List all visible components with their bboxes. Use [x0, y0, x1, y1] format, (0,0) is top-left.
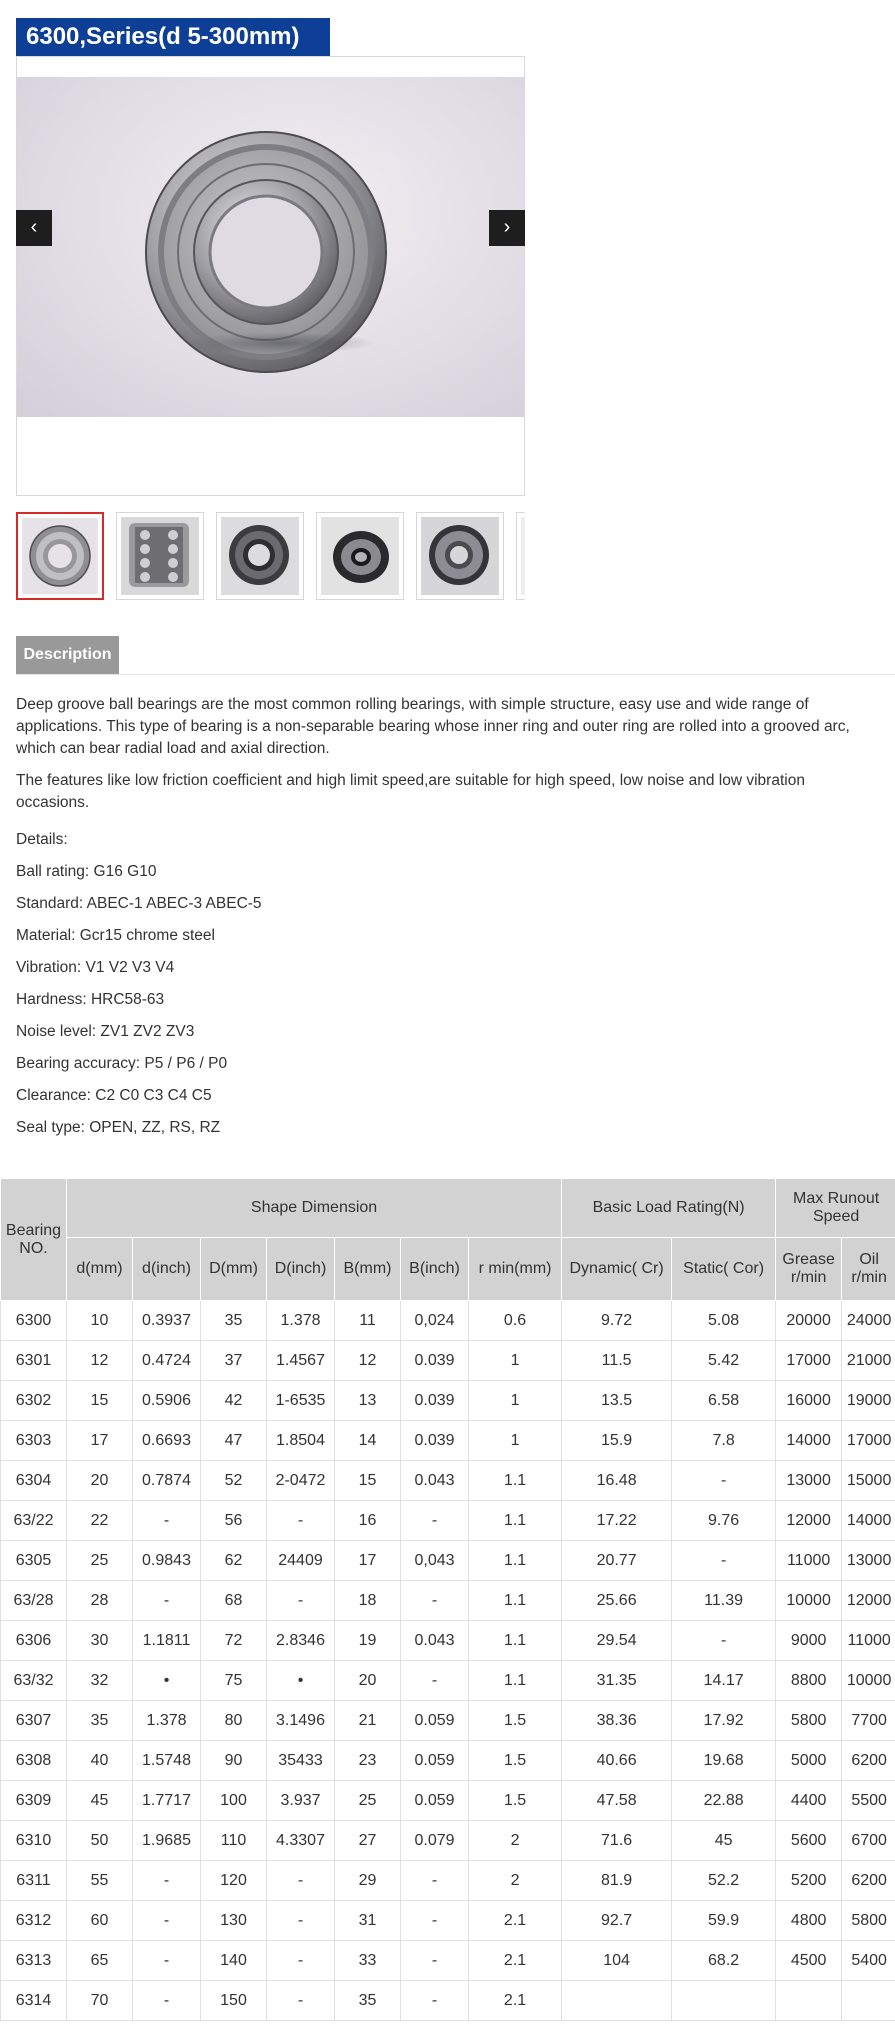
table-cell: 5800 — [776, 1701, 842, 1741]
table-cell: 11000 — [842, 1621, 895, 1661]
table-cell: 92.7 — [562, 1901, 672, 1941]
table-cell: 0.039 — [401, 1381, 469, 1421]
table-cell: - — [401, 1981, 469, 2021]
table-row — [1, 1861, 895, 1901]
table-cell: 13000 — [842, 1541, 895, 1581]
table-cell: 19 — [335, 1621, 401, 1661]
table-cell: - — [267, 1501, 335, 1541]
table-cell — [562, 1981, 672, 2021]
column-header: Dynamic( Cr) — [562, 1238, 672, 1301]
table-row — [1, 1621, 895, 1661]
table-cell: 10000 — [842, 1661, 895, 1701]
table-row — [1, 1741, 895, 1781]
table-cell: 13000 — [776, 1461, 842, 1501]
header-max-runout-speed: Max Runout Speed — [776, 1179, 895, 1238]
table-cell: - — [133, 1901, 201, 1941]
table-cell: 14000 — [842, 1501, 895, 1541]
column-header: Oil r/min — [842, 1238, 895, 1301]
table-cell: 0.6 — [469, 1301, 562, 1341]
table-cell: 6302 — [1, 1381, 67, 1421]
table-cell: - — [133, 1981, 201, 2021]
table-cell: - — [133, 1501, 201, 1541]
column-header: D(inch) — [267, 1238, 335, 1301]
column-header: r min(mm) — [469, 1238, 562, 1301]
table-cell: 1-6535 — [267, 1381, 335, 1421]
table-cell: 25 — [335, 1781, 401, 1821]
table-cell: 0.4724 — [133, 1341, 201, 1381]
thumbnail-6[interactable] — [516, 512, 525, 600]
table-cell: 68 — [201, 1581, 267, 1621]
table-cell: 5.42 — [672, 1341, 776, 1381]
table-cell: 63/32 — [1, 1661, 67, 1701]
table-row — [1, 1501, 895, 1541]
table-cell: - — [401, 1861, 469, 1901]
table-cell: 104 — [562, 1941, 672, 1981]
table-cell: 6311 — [1, 1861, 67, 1901]
table-cell: 2.1 — [469, 1901, 562, 1941]
column-header: B(mm) — [335, 1238, 401, 1301]
table-cell: 1.1811 — [133, 1621, 201, 1661]
table-cell: 6313 — [1, 1941, 67, 1981]
table-row — [1, 1701, 895, 1741]
table-cell: 1.378 — [267, 1301, 335, 1341]
bearing-illustration — [17, 77, 524, 417]
tab-divider — [16, 674, 895, 675]
table-cell: 17 — [335, 1541, 401, 1581]
description-intro: Deep groove ball bearings are the most common rolling bearings, with simple structure, easy use and wide range of applications. This type of bearing is a non-separable bearing whose inner ring and outer ring are rolled into a grooved arc, which can bear radial load and axial direction. — [16, 696, 850, 757]
table-cell: 5500 — [842, 1781, 895, 1821]
table-cell: 20 — [67, 1461, 133, 1501]
table-cell: 6314 — [1, 1981, 67, 2021]
table-cell: 1.5748 — [133, 1741, 201, 1781]
table-cell: 11.39 — [672, 1581, 776, 1621]
table-cell: 5.08 — [672, 1301, 776, 1341]
thumbnail-strip — [16, 512, 525, 604]
table-cell: 4800 — [776, 1901, 842, 1941]
table-cell: 13.5 — [562, 1381, 672, 1421]
table-cell: 20 — [335, 1661, 401, 1701]
table-cell: 68.2 — [672, 1941, 776, 1981]
table-cell: 1.1 — [469, 1581, 562, 1621]
table-cell: • — [267, 1661, 335, 1701]
table-cell: 1.5 — [469, 1781, 562, 1821]
table-cell: 27 — [335, 1821, 401, 1861]
table-cell: 17.92 — [672, 1701, 776, 1741]
table-cell: 5200 — [776, 1861, 842, 1901]
table-cell: 15 — [335, 1461, 401, 1501]
gallery-next-button[interactable]: › — [489, 210, 525, 246]
table-cell: 2 — [469, 1821, 562, 1861]
thumbnail-1[interactable] — [16, 512, 104, 600]
table-cell: 11.5 — [562, 1341, 672, 1381]
table-cell: 1.8504 — [267, 1421, 335, 1461]
table-cell: - — [267, 1981, 335, 2021]
table-cell: 29 — [335, 1861, 401, 1901]
table-row — [1, 1301, 895, 1341]
table-cell: 21 — [335, 1701, 401, 1741]
table-row — [1, 1661, 895, 1701]
table-row — [1, 1941, 895, 1981]
table-cell: 3.1496 — [267, 1701, 335, 1741]
main-product-image — [17, 77, 524, 417]
table-cell: 10 — [67, 1301, 133, 1341]
table-cell: 37 — [201, 1341, 267, 1381]
table-cell: 35 — [335, 1981, 401, 2021]
table-cell: 12000 — [776, 1501, 842, 1541]
table-cell: - — [133, 1941, 201, 1981]
detail-ball-rating: Ball rating: G16 G10 — [16, 863, 157, 880]
table-cell: - — [401, 1581, 469, 1621]
table-cell: 90 — [201, 1741, 267, 1781]
table-cell: 50 — [67, 1821, 133, 1861]
table-cell: 28 — [67, 1581, 133, 1621]
table-cell: 9.72 — [562, 1301, 672, 1341]
table-cell: 0.059 — [401, 1701, 469, 1741]
table-cell: 30 — [67, 1621, 133, 1661]
table-cell: - — [401, 1501, 469, 1541]
table-cell: 6307 — [1, 1701, 67, 1741]
table-cell: 15000 — [842, 1461, 895, 1501]
table-row — [1, 1341, 895, 1381]
table-cell: 33 — [335, 1941, 401, 1981]
table-cell: 9000 — [776, 1621, 842, 1661]
table-cell: 63/28 — [1, 1581, 67, 1621]
table-cell: 16 — [335, 1501, 401, 1541]
table-cell: 6305 — [1, 1541, 67, 1581]
column-header: d(mm) — [67, 1238, 133, 1301]
table-cell: 5000 — [776, 1741, 842, 1781]
table-cell: 24000 — [842, 1301, 895, 1341]
table-cell: 0.043 — [401, 1621, 469, 1661]
table-row — [1, 1541, 895, 1581]
table-cell: 110 — [201, 1821, 267, 1861]
table-cell: 2-0472 — [267, 1461, 335, 1501]
table-cell: 22 — [67, 1501, 133, 1541]
table-cell: 21000 — [842, 1341, 895, 1381]
table-cell: 20.77 — [562, 1541, 672, 1581]
table-cell — [776, 1981, 842, 2021]
table-cell: 45 — [672, 1821, 776, 1861]
column-header: d(inch) — [133, 1238, 201, 1301]
table-cell: 7700 — [842, 1701, 895, 1741]
column-header: B(inch) — [401, 1238, 469, 1301]
detail-seal-type: Seal type: OPEN, ZZ, RS, RZ — [16, 1119, 221, 1136]
table-cell: 15.9 — [562, 1421, 672, 1461]
table-cell: 1.1 — [469, 1501, 562, 1541]
table-cell: 0.079 — [401, 1821, 469, 1861]
table-cell: 14000 — [776, 1421, 842, 1461]
table-cell: 17000 — [776, 1341, 842, 1381]
table-cell: 2.1 — [469, 1981, 562, 2021]
table-cell: 0.059 — [401, 1781, 469, 1821]
table-cell: 52.2 — [672, 1861, 776, 1901]
table-cell: 59.9 — [672, 1901, 776, 1941]
details-heading: Details: — [16, 831, 68, 848]
table-cell: 6300 — [1, 1301, 67, 1341]
table-cell: 150 — [201, 1981, 267, 2021]
table-cell: 1 — [469, 1421, 562, 1461]
table-cell: 18 — [335, 1581, 401, 1621]
table-cell: 6200 — [842, 1861, 895, 1901]
table-cell: 80 — [201, 1701, 267, 1741]
thumbnail-3[interactable] — [216, 512, 304, 600]
table-cell: • — [133, 1661, 201, 1701]
table-cell: 17 — [67, 1421, 133, 1461]
table-cell: 6304 — [1, 1461, 67, 1501]
detail-bearing-accuracy: Bearing accuracy: P5 / P6 / P0 — [16, 1055, 228, 1072]
detail-standard: Standard: ABEC-1 ABEC-3 ABEC-5 — [16, 895, 262, 912]
thumbnail-2[interactable] — [116, 512, 204, 600]
spec-table-body — [1, 1301, 895, 2021]
table-cell: 19.68 — [672, 1741, 776, 1781]
table-cell: 56 — [201, 1501, 267, 1541]
table-row — [1, 1781, 895, 1821]
table-cell: - — [401, 1661, 469, 1701]
table-cell: 11 — [335, 1301, 401, 1341]
table-cell: - — [133, 1581, 201, 1621]
table-cell: 1.5 — [469, 1741, 562, 1781]
table-cell: 4500 — [776, 1941, 842, 1981]
table-cell: 0.6693 — [133, 1421, 201, 1461]
table-cell: 1.9685 — [133, 1821, 201, 1861]
table-cell — [842, 1981, 895, 2021]
table-cell: 32 — [67, 1661, 133, 1701]
table-cell: 6700 — [842, 1821, 895, 1861]
table-cell: 4.3307 — [267, 1821, 335, 1861]
table-cell: 47.58 — [562, 1781, 672, 1821]
table-cell: 7.8 — [672, 1421, 776, 1461]
table-cell: 11000 — [776, 1541, 842, 1581]
table-cell: - — [401, 1941, 469, 1981]
table-cell: 47 — [201, 1421, 267, 1461]
table-row — [1, 1821, 895, 1861]
table-row — [1, 1901, 895, 1941]
table-cell: 12 — [67, 1341, 133, 1381]
table-cell: 1 — [469, 1381, 562, 1421]
table-cell: 1.1 — [469, 1621, 562, 1661]
table-cell: 17.22 — [562, 1501, 672, 1541]
table-cell: 31.35 — [562, 1661, 672, 1701]
table-cell: 5600 — [776, 1821, 842, 1861]
table-cell: 35 — [67, 1701, 133, 1741]
table-cell: 60 — [67, 1901, 133, 1941]
table-cell: 63/22 — [1, 1501, 67, 1541]
column-header: Static( Cor) — [672, 1238, 776, 1301]
table-cell: 62 — [201, 1541, 267, 1581]
table-cell: 0.5906 — [133, 1381, 201, 1421]
table-cell: - — [267, 1861, 335, 1901]
detail-noise-level: Noise level: ZV1 ZV2 ZV3 — [16, 1023, 195, 1040]
table-cell: 6306 — [1, 1621, 67, 1661]
table-cell: 24409 — [267, 1541, 335, 1581]
table-cell: 6312 — [1, 1901, 67, 1941]
spec-table — [0, 1178, 895, 2021]
table-cell: 1.1 — [469, 1661, 562, 1701]
table-cell — [672, 1981, 776, 2021]
table-cell: 0.9843 — [133, 1541, 201, 1581]
table-cell: 20000 — [776, 1301, 842, 1341]
table-cell: 22.88 — [672, 1781, 776, 1821]
table-cell: 3.937 — [267, 1781, 335, 1821]
table-cell: 71.6 — [562, 1821, 672, 1861]
table-cell: 1.4567 — [267, 1341, 335, 1381]
table-cell: 25.66 — [562, 1581, 672, 1621]
table-cell: 25 — [67, 1541, 133, 1581]
table-cell: - — [672, 1461, 776, 1501]
table-cell: 65 — [67, 1941, 133, 1981]
table-cell: 72 — [201, 1621, 267, 1661]
table-cell: 140 — [201, 1941, 267, 1981]
table-cell: 13 — [335, 1381, 401, 1421]
table-cell: 0.039 — [401, 1421, 469, 1461]
table-cell: 100 — [201, 1781, 267, 1821]
table-cell: 17000 — [842, 1421, 895, 1461]
table-row — [1, 1421, 895, 1461]
table-cell: 52 — [201, 1461, 267, 1501]
table-cell: 12000 — [842, 1581, 895, 1621]
description-content — [16, 694, 866, 1144]
table-cell: 1.5 — [469, 1701, 562, 1741]
detail-clearance: Clearance: C2 C0 C3 C4 C5 — [16, 1087, 212, 1104]
table-cell: 6309 — [1, 1781, 67, 1821]
header-shape-dimension: Shape Dimension — [67, 1179, 562, 1238]
table-cell: 1.1 — [469, 1541, 562, 1581]
table-row — [1, 1981, 895, 2021]
detail-vibration: Vibration: V1 V2 V3 V4 — [16, 959, 175, 976]
column-header: D(mm) — [201, 1238, 267, 1301]
table-cell: 0.043 — [401, 1461, 469, 1501]
gallery-prev-button[interactable]: ‹ — [16, 210, 52, 246]
table-cell: 42 — [201, 1381, 267, 1421]
detail-hardness: Hardness: HRC58-63 — [16, 991, 165, 1008]
table-cell: 0.039 — [401, 1341, 469, 1381]
table-cell: - — [133, 1861, 201, 1901]
table-row — [1, 1461, 895, 1501]
table-cell: 40 — [67, 1741, 133, 1781]
table-cell: - — [672, 1621, 776, 1661]
table-cell: 45 — [67, 1781, 133, 1821]
table-cell: 81.9 — [562, 1861, 672, 1901]
table-cell: 19000 — [842, 1381, 895, 1421]
product-title: 6300,Series(d 5-300mm) — [16, 18, 330, 56]
table-cell: 31 — [335, 1901, 401, 1941]
table-row — [1, 1381, 895, 1421]
table-cell: 120 — [201, 1861, 267, 1901]
table-cell: 10000 — [776, 1581, 842, 1621]
table-cell: 38.36 — [562, 1701, 672, 1741]
table-cell: 130 — [201, 1901, 267, 1941]
table-cell: 0.059 — [401, 1741, 469, 1781]
table-cell: 40.66 — [562, 1741, 672, 1781]
column-header: Grease r/min — [776, 1238, 842, 1301]
table-cell: 6200 — [842, 1741, 895, 1781]
table-cell: 0,043 — [401, 1541, 469, 1581]
table-cell: 5800 — [842, 1901, 895, 1941]
table-cell: 9.76 — [672, 1501, 776, 1541]
table-cell: 6308 — [1, 1741, 67, 1781]
table-cell: 1.1 — [469, 1461, 562, 1501]
table-cell: 29.54 — [562, 1621, 672, 1661]
table-cell: 14 — [335, 1421, 401, 1461]
table-cell: 0,024 — [401, 1301, 469, 1341]
table-cell: - — [267, 1941, 335, 1981]
table-cell: 70 — [67, 1981, 133, 2021]
table-cell: 5400 — [842, 1941, 895, 1981]
table-cell: 0.3937 — [133, 1301, 201, 1341]
table-cell: 16.48 — [562, 1461, 672, 1501]
table-cell: 55 — [67, 1861, 133, 1901]
table-cell: 2 — [469, 1861, 562, 1901]
table-cell: 35433 — [267, 1741, 335, 1781]
table-cell: 12 — [335, 1341, 401, 1381]
table-cell: 8800 — [776, 1661, 842, 1701]
table-cell: 75 — [201, 1661, 267, 1701]
header-basic-load-rating: Basic Load Rating(N) — [562, 1179, 776, 1238]
table-cell: 2.1 — [469, 1941, 562, 1981]
table-cell: 16000 — [776, 1381, 842, 1421]
table-cell: 2.8346 — [267, 1621, 335, 1661]
table-cell: 6310 — [1, 1821, 67, 1861]
table-cell: 6.58 — [672, 1381, 776, 1421]
table-cell: - — [267, 1901, 335, 1941]
table-cell: - — [267, 1581, 335, 1621]
table-cell: 4400 — [776, 1781, 842, 1821]
main-image-frame — [16, 56, 525, 496]
table-cell: 23 — [335, 1741, 401, 1781]
table-cell: 6301 — [1, 1341, 67, 1381]
table-cell: - — [401, 1901, 469, 1941]
table-cell: 1.7717 — [133, 1781, 201, 1821]
thumbnail-5[interactable] — [416, 512, 504, 600]
table-cell: 0.7874 — [133, 1461, 201, 1501]
table-cell: - — [672, 1541, 776, 1581]
header-bearing-no: Bearing NO. — [1, 1179, 67, 1301]
table-cell: 1.378 — [133, 1701, 201, 1741]
table-cell: 1 — [469, 1341, 562, 1381]
description-features: The features like low friction coefficient and high limit speed,are suitable for high speed, low noise and low vibration occasions. — [16, 772, 805, 811]
thumbnail-4[interactable] — [316, 512, 404, 600]
tab-description[interactable]: Description — [16, 636, 119, 674]
table-cell: 6303 — [1, 1421, 67, 1461]
table-cell: 15 — [67, 1381, 133, 1421]
table-row — [1, 1581, 895, 1621]
table-cell: 35 — [201, 1301, 267, 1341]
detail-material: Material: Gcr15 chrome steel — [16, 927, 215, 944]
table-cell: 14.17 — [672, 1661, 776, 1701]
